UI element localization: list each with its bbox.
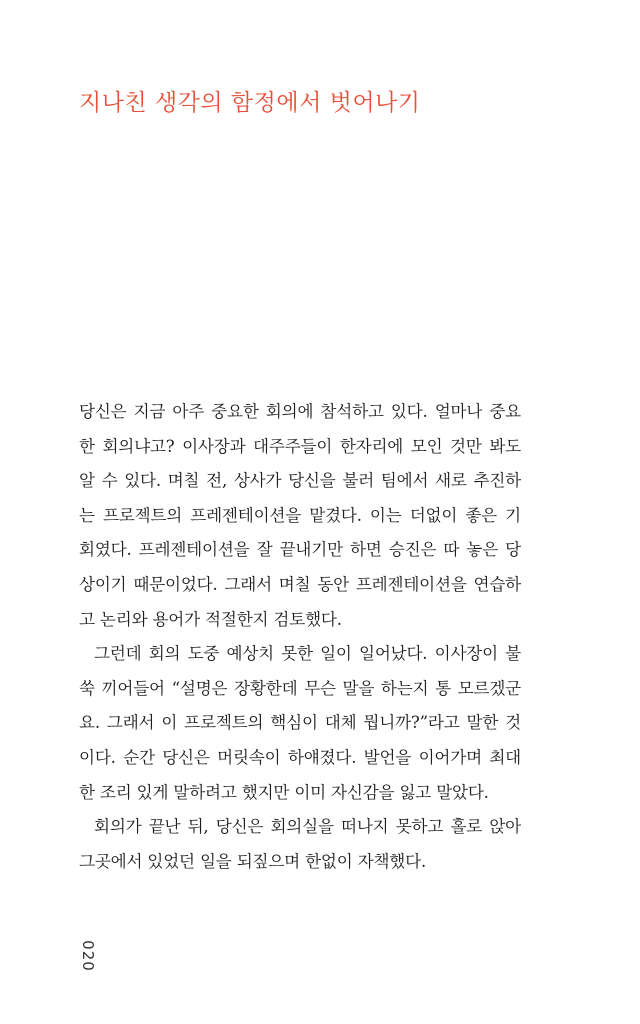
page-number: 020 xyxy=(79,940,97,972)
text-line: 그곳에서 있었던 일을 되짚으며 한없이 자책했다. xyxy=(79,851,427,871)
text-line: 상이기 때문이었다. 그래서 며칠 동안 프레젠테이션을 연습하 xyxy=(79,574,521,594)
text-line: 이다. 순간 당신은 머릿속이 하얘졌다. 발언을 이어가며 최대 xyxy=(79,747,521,767)
chapter-title: 지나친 생각의 함정에서 벗어나기 xyxy=(79,90,421,116)
text-line: 그런데 회의 도중 예상치 못한 일이 일어났다. 이사장이 불 xyxy=(94,644,521,664)
paragraph-1 xyxy=(79,395,521,637)
text-line: 는 프로젝트의 프레젠테이션을 맡겼다. 이는 더없이 좋은 기 xyxy=(79,505,521,525)
paragraph-3 xyxy=(79,810,521,879)
text-line: 회의가 끝난 뒤, 당신은 회의실을 떠나지 못하고 홀로 앉아 xyxy=(94,817,521,837)
text-line: 당신은 지금 아주 중요한 회의에 참석하고 있다. 얼마나 중요 xyxy=(79,402,521,421)
paragraph-2 xyxy=(79,637,521,810)
text-line: 요. 그래서 이 프로젝트의 핵심이 대체 뭡니까?”라고 말한 것 xyxy=(79,713,521,733)
body-text xyxy=(79,395,521,879)
text-line: 한 회의냐고? 이사장과 대주주들이 한자리에 모인 것만 봐도 xyxy=(79,436,521,456)
text-line: 한 조리 있게 말하려고 했지만 이미 자신감을 잃고 말았다. xyxy=(79,782,489,802)
text-line: 알 수 있다. 며칠 전, 상사가 당신을 불러 팀에서 새로 추진하 xyxy=(79,471,521,491)
text-line: 고 논리와 용어가 적절한지 검토했다. xyxy=(79,609,342,629)
text-line: 회였다. 프레젠테이션을 잘 끝내기만 하면 승진은 따 놓은 당 xyxy=(79,540,521,560)
text-line: 쑥 끼어들어 “설명은 장황한데 무슨 말을 하는지 통 모르겠군 xyxy=(79,678,521,698)
